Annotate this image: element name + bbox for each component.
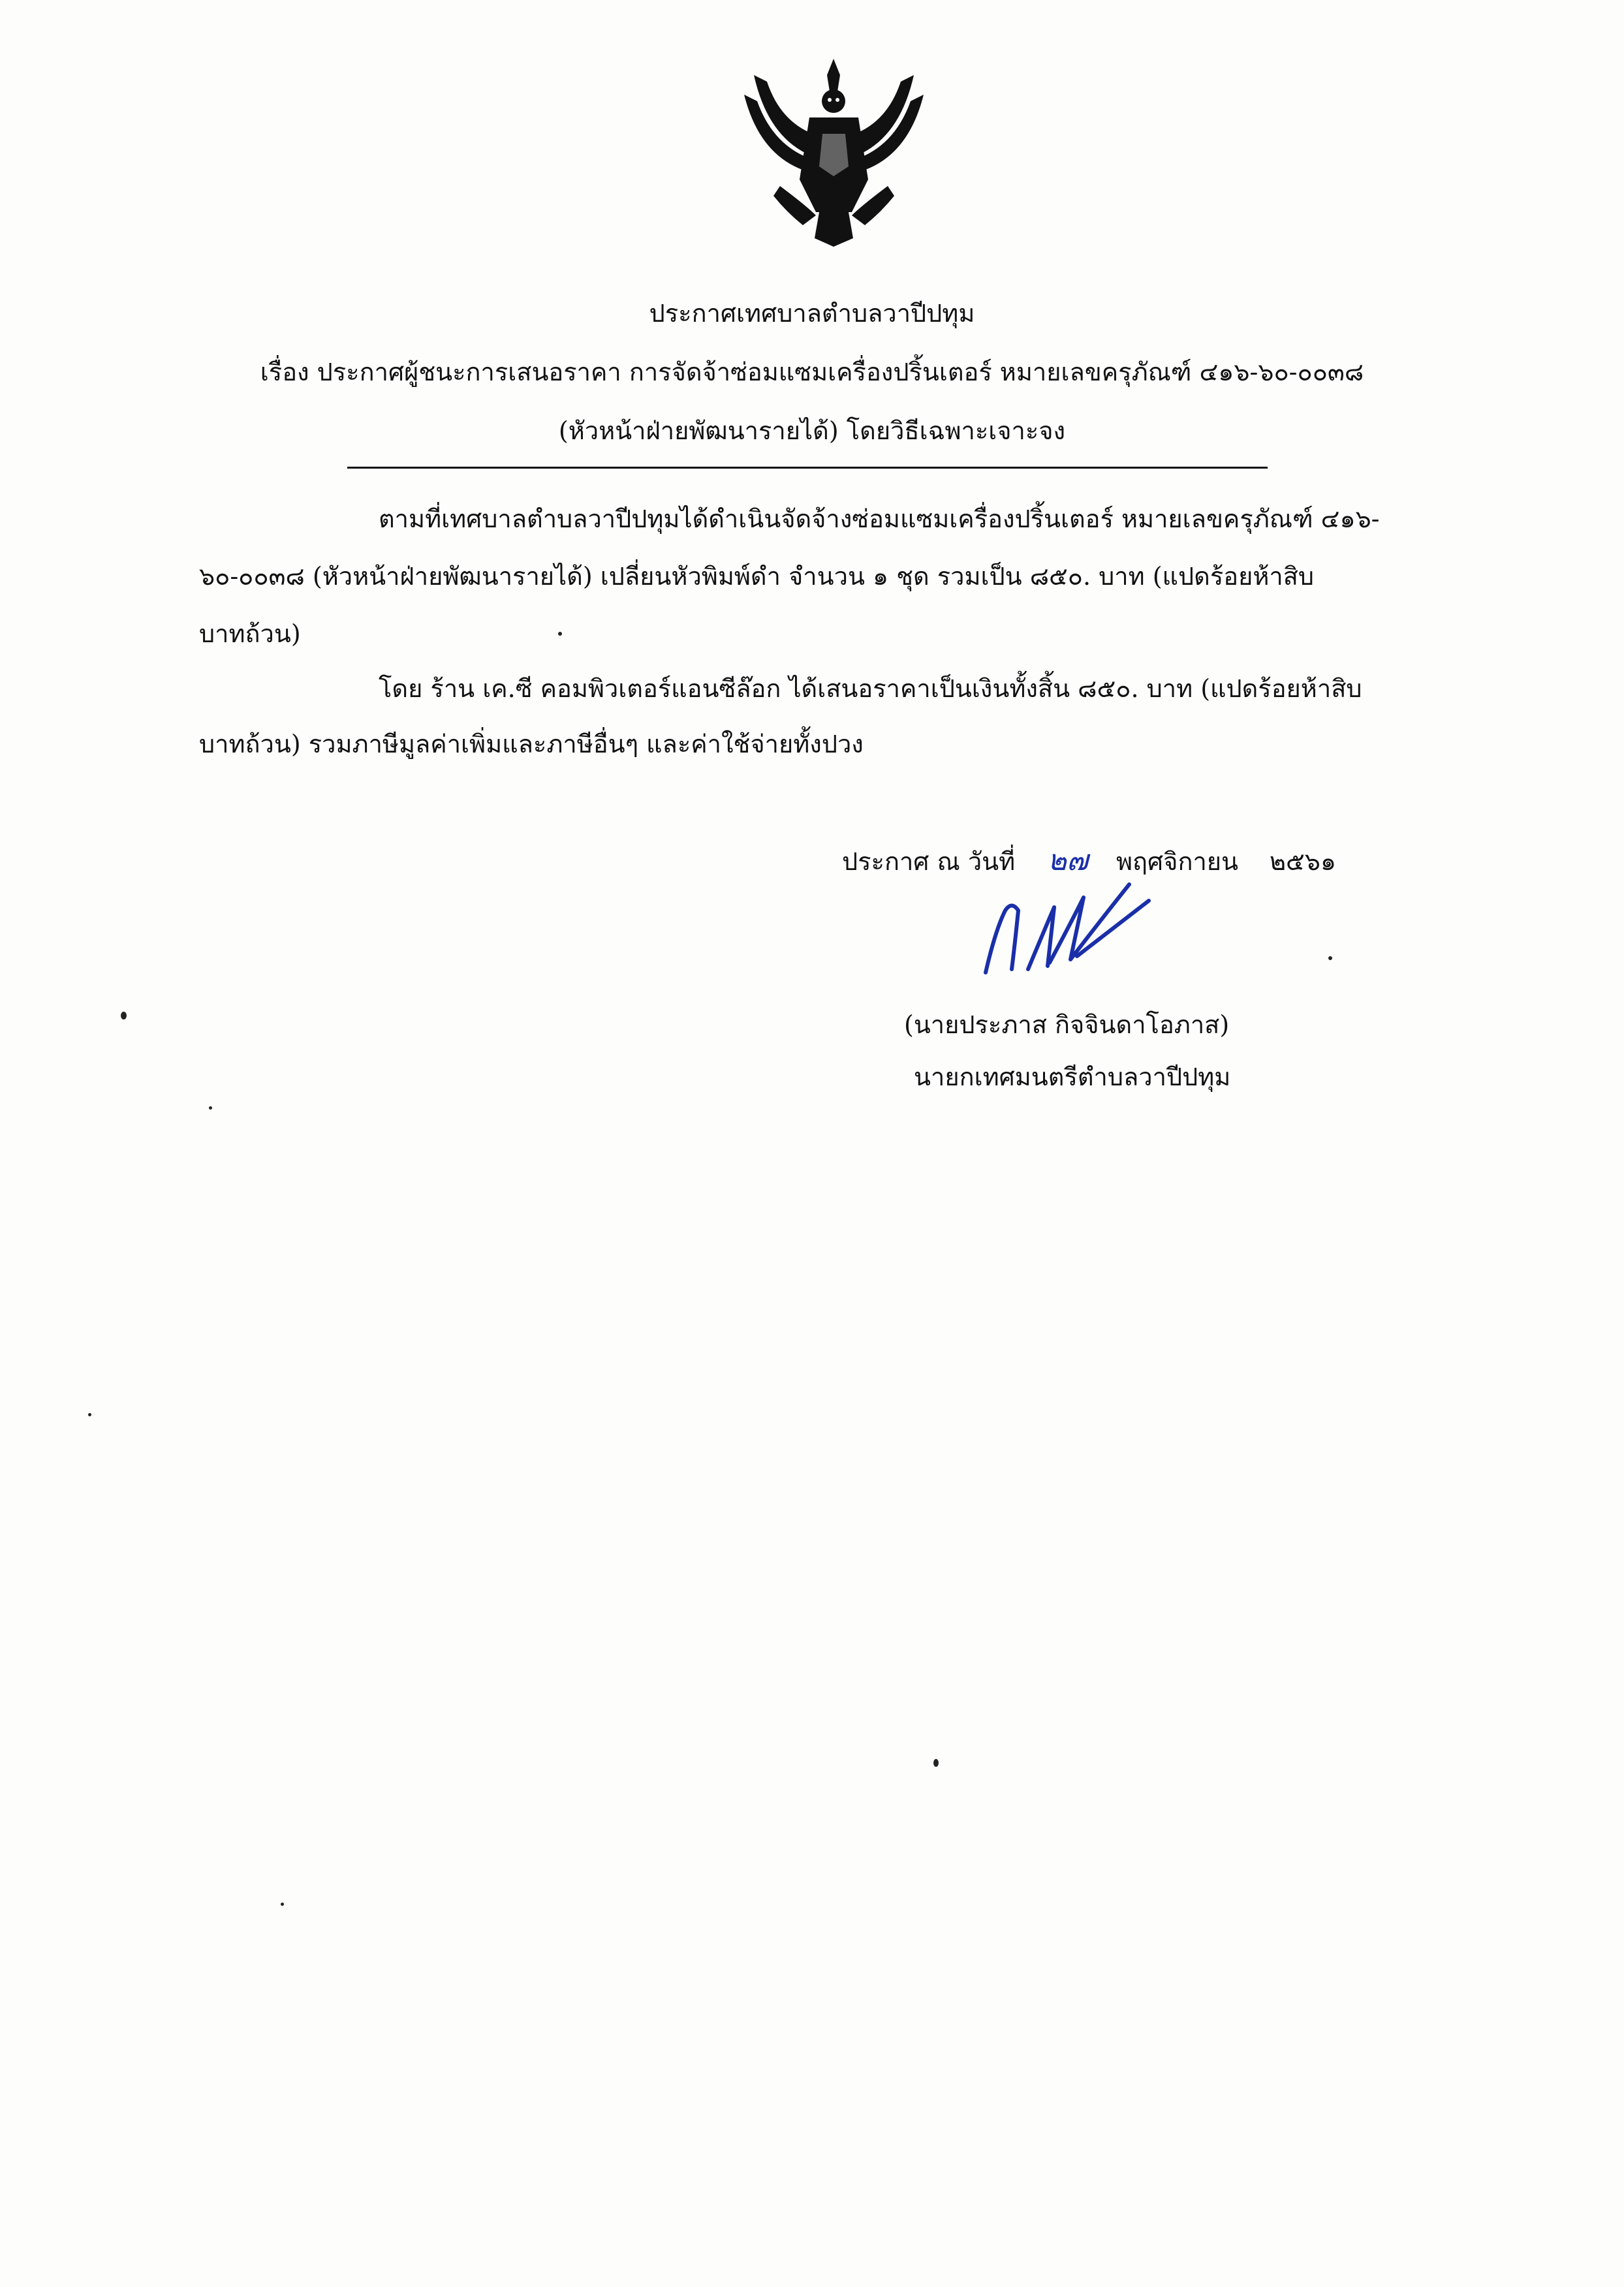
body-paragraph-1-line-1: ตามที่เทศบาลตำบลวาปีปทุมได้ดำเนินจัดจ้างซ่อมแซมเครื่องปริ้นเตอร์ หมายเลขครุภัณฑ์ ๔๑๖- bbox=[379, 505, 1380, 533]
announcement-month: พฤศจิกายน bbox=[1116, 847, 1239, 876]
scan-speck bbox=[209, 1106, 212, 1110]
signature-icon bbox=[973, 871, 1155, 989]
scan-speck bbox=[1328, 956, 1332, 960]
scan-speck bbox=[88, 1413, 91, 1416]
subject-line: เรื่อง ประกาศผู้ชนะการเสนอราคา การจัดจ้าซ่อมแซมเครื่องปริ้นเตอร์ หมายเลขครุภัณฑ์ ๔๑๖-๖๐-๐๐๓๘ bbox=[260, 358, 1364, 386]
body-paragraph-2-line-2: บาทถ้วน) รวมภาษีมูลค่าเพิ่มและภาษีอื่นๆ และค่าใช้จ่ายทั้งปวง bbox=[199, 730, 864, 758]
announcement-year: ๒๕๖๑ bbox=[1270, 847, 1337, 876]
announcement-day-handwritten: ๒๗ bbox=[1048, 844, 1089, 877]
subject-line-2: (หัวหน้าฝ่ายพัฒนารายได้) โดยวิธีเฉพาะเจาะจง bbox=[558, 416, 1066, 445]
signatory-title: นายกเทศมนตรีตำบลวาปีปทุม bbox=[914, 1063, 1231, 1091]
scan-speck bbox=[933, 1759, 939, 1767]
body-paragraph-1-line-3: บาทถ้วน) bbox=[199, 619, 301, 648]
body-paragraph-2-line-1: โดย ร้าน เค.ซี คอมพิวเตอร์แอนซีล๊อก ได้เสนอราคาเป็นเงินทั้งสิ้น ๘๕๐. บาท (แปดร้อยห้าสิบ bbox=[379, 674, 1362, 703]
body-paragraph-1-line-2: ๖๐-๐๐๓๘ (หัวหน้าฝ่ายพัฒนารายได้) เปลี่ยนหัวพิมพ์ดำ จำนวน ๑ ชุด รวมเป็น ๘๕๐. บาท (แปดร้อยห้าสิบ bbox=[199, 562, 1315, 591]
announcement-date-label: ประกาศ ณ วันที่ bbox=[842, 847, 1016, 876]
org-title: ประกาศเทศบาลตำบลวาปีปทุม bbox=[649, 299, 975, 328]
header-divider bbox=[347, 467, 1268, 469]
signatory-name: (นายประภาส กิจจินดาโอภาส) bbox=[904, 1010, 1230, 1039]
scan-speck bbox=[121, 1012, 127, 1019]
scan-speck bbox=[558, 632, 562, 636]
garuda-emblem-icon bbox=[741, 55, 927, 248]
scan-speck bbox=[281, 1903, 284, 1906]
